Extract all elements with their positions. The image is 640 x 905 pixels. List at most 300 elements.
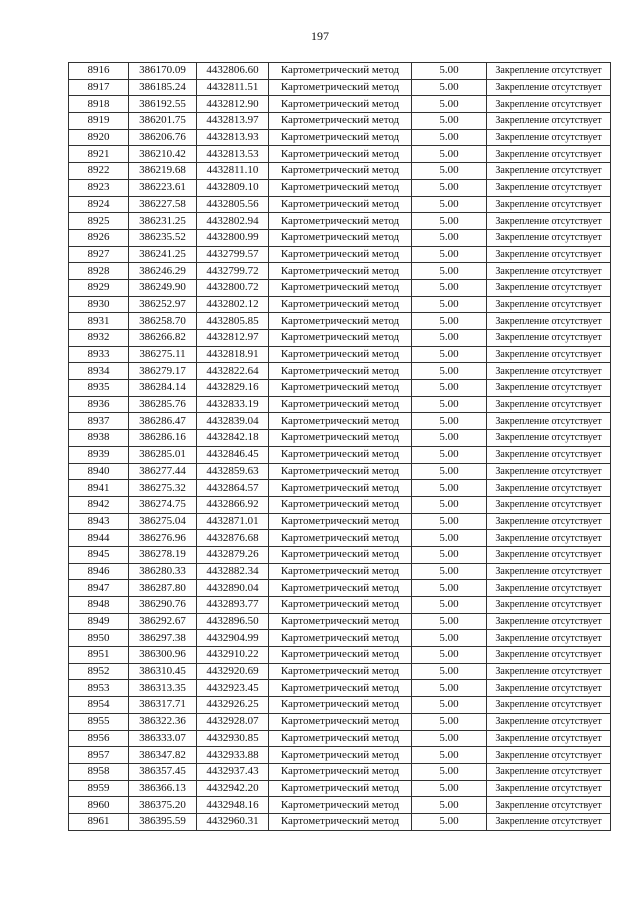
fixation-cell: Закрепление отсутствует xyxy=(487,296,611,313)
point-number-cell: 8941 xyxy=(69,480,129,497)
accuracy-cell: 5.00 xyxy=(412,813,487,830)
x-coordinate-cell: 386210.42 xyxy=(129,146,197,163)
table-row xyxy=(69,697,611,714)
method-cell: Картометрический метод xyxy=(269,129,412,146)
fixation-cell: Закрепление отсутствует xyxy=(487,597,611,614)
table-row xyxy=(69,413,611,430)
table-row xyxy=(69,79,611,96)
point-number-cell: 8947 xyxy=(69,580,129,597)
x-coordinate-cell: 386317.71 xyxy=(129,697,197,714)
fixation-cell: Закрепление отсутствует xyxy=(487,480,611,497)
y-coordinate-cell: 4432806.60 xyxy=(197,63,269,80)
y-coordinate-cell: 4432829.16 xyxy=(197,380,269,397)
fixation-cell: Закрепление отсутствует xyxy=(487,780,611,797)
y-coordinate-cell: 4432813.97 xyxy=(197,113,269,130)
y-coordinate-cell: 4432846.45 xyxy=(197,446,269,463)
fixation-cell: Закрепление отсутствует xyxy=(487,513,611,530)
method-cell: Картометрический метод xyxy=(269,313,412,330)
table-row xyxy=(69,196,611,213)
x-coordinate-cell: 386278.19 xyxy=(129,546,197,563)
table-row xyxy=(69,513,611,530)
fixation-cell: Закрепление отсутствует xyxy=(487,430,611,447)
table-row xyxy=(69,780,611,797)
x-coordinate-cell: 386366.13 xyxy=(129,780,197,797)
y-coordinate-cell: 4432842.18 xyxy=(197,430,269,447)
accuracy-cell: 5.00 xyxy=(412,730,487,747)
table-row xyxy=(69,546,611,563)
point-number-cell: 8958 xyxy=(69,763,129,780)
x-coordinate-cell: 386375.20 xyxy=(129,797,197,814)
accuracy-cell: 5.00 xyxy=(412,747,487,764)
x-coordinate-cell: 386219.68 xyxy=(129,163,197,180)
table-row xyxy=(69,296,611,313)
x-coordinate-cell: 386266.82 xyxy=(129,330,197,347)
method-cell: Картометрический метод xyxy=(269,663,412,680)
x-coordinate-cell: 386310.45 xyxy=(129,663,197,680)
y-coordinate-cell: 4432879.26 xyxy=(197,546,269,563)
fixation-cell: Закрепление отсутствует xyxy=(487,179,611,196)
y-coordinate-cell: 4432813.53 xyxy=(197,146,269,163)
fixation-cell: Закрепление отсутствует xyxy=(487,496,611,513)
accuracy-cell: 5.00 xyxy=(412,430,487,447)
fixation-cell: Закрепление отсутствует xyxy=(487,346,611,363)
x-coordinate-cell: 386275.32 xyxy=(129,480,197,497)
coordinates-table xyxy=(68,62,611,831)
accuracy-cell: 5.00 xyxy=(412,263,487,280)
point-number-cell: 8928 xyxy=(69,263,129,280)
accuracy-cell: 5.00 xyxy=(412,129,487,146)
table-row xyxy=(69,763,611,780)
x-coordinate-cell: 386357.45 xyxy=(129,763,197,780)
fixation-cell: Закрепление отсутствует xyxy=(487,413,611,430)
method-cell: Картометрический метод xyxy=(269,179,412,196)
y-coordinate-cell: 4432813.93 xyxy=(197,129,269,146)
accuracy-cell: 5.00 xyxy=(412,96,487,113)
y-coordinate-cell: 4432948.16 xyxy=(197,797,269,814)
fixation-cell: Закрепление отсутствует xyxy=(487,713,611,730)
point-number-cell: 8927 xyxy=(69,246,129,263)
accuracy-cell: 5.00 xyxy=(412,463,487,480)
accuracy-cell: 5.00 xyxy=(412,79,487,96)
accuracy-cell: 5.00 xyxy=(412,530,487,547)
method-cell: Картометрический метод xyxy=(269,496,412,513)
fixation-cell: Закрепление отсутствует xyxy=(487,647,611,664)
fixation-cell: Закрепление отсутствует xyxy=(487,396,611,413)
x-coordinate-cell: 386280.33 xyxy=(129,563,197,580)
table-row xyxy=(69,163,611,180)
point-number-cell: 8921 xyxy=(69,146,129,163)
point-number-cell: 8957 xyxy=(69,747,129,764)
x-coordinate-cell: 386287.80 xyxy=(129,580,197,597)
method-cell: Картометрический метод xyxy=(269,346,412,363)
method-cell: Картометрический метод xyxy=(269,146,412,163)
method-cell: Картометрический метод xyxy=(269,213,412,230)
x-coordinate-cell: 386300.96 xyxy=(129,647,197,664)
fixation-cell: Закрепление отсутствует xyxy=(487,163,611,180)
method-cell: Картометрический метод xyxy=(269,96,412,113)
point-number-cell: 8918 xyxy=(69,96,129,113)
table-row xyxy=(69,96,611,113)
y-coordinate-cell: 4432871.01 xyxy=(197,513,269,530)
table-row xyxy=(69,346,611,363)
table-row xyxy=(69,179,611,196)
method-cell: Картометрический метод xyxy=(269,580,412,597)
accuracy-cell: 5.00 xyxy=(412,597,487,614)
point-number-cell: 8951 xyxy=(69,647,129,664)
accuracy-cell: 5.00 xyxy=(412,346,487,363)
fixation-cell: Закрепление отсутствует xyxy=(487,580,611,597)
fixation-cell: Закрепление отсутствует xyxy=(487,680,611,697)
accuracy-cell: 5.00 xyxy=(412,713,487,730)
fixation-cell: Закрепление отсутствует xyxy=(487,630,611,647)
fixation-cell: Закрепление отсутствует xyxy=(487,146,611,163)
fixation-cell: Закрепление отсутствует xyxy=(487,463,611,480)
fixation-cell: Закрепление отсутствует xyxy=(487,129,611,146)
accuracy-cell: 5.00 xyxy=(412,546,487,563)
accuracy-cell: 5.00 xyxy=(412,797,487,814)
y-coordinate-cell: 4432809.10 xyxy=(197,179,269,196)
accuracy-cell: 5.00 xyxy=(412,613,487,630)
x-coordinate-cell: 386285.01 xyxy=(129,446,197,463)
table-body xyxy=(69,63,611,831)
accuracy-cell: 5.00 xyxy=(412,380,487,397)
y-coordinate-cell: 4432805.56 xyxy=(197,196,269,213)
x-coordinate-cell: 386297.38 xyxy=(129,630,197,647)
point-number-cell: 8936 xyxy=(69,396,129,413)
table-row xyxy=(69,263,611,280)
method-cell: Картометрический метод xyxy=(269,196,412,213)
y-coordinate-cell: 4432812.97 xyxy=(197,330,269,347)
point-number-cell: 8939 xyxy=(69,446,129,463)
x-coordinate-cell: 386285.76 xyxy=(129,396,197,413)
x-coordinate-cell: 386286.47 xyxy=(129,413,197,430)
fixation-cell: Закрепление отсутствует xyxy=(487,330,611,347)
fixation-cell: Закрепление отсутствует xyxy=(487,79,611,96)
table-row xyxy=(69,363,611,380)
fixation-cell: Закрепление отсутствует xyxy=(487,246,611,263)
method-cell: Картометрический метод xyxy=(269,563,412,580)
method-cell: Картометрический метод xyxy=(269,63,412,80)
y-coordinate-cell: 4432866.92 xyxy=(197,496,269,513)
x-coordinate-cell: 386276.96 xyxy=(129,530,197,547)
x-coordinate-cell: 386290.76 xyxy=(129,597,197,614)
table-row xyxy=(69,730,611,747)
method-cell: Картометрический метод xyxy=(269,597,412,614)
point-number-cell: 8952 xyxy=(69,663,129,680)
table-row xyxy=(69,530,611,547)
method-cell: Картометрический метод xyxy=(269,680,412,697)
method-cell: Картометрический метод xyxy=(269,229,412,246)
point-number-cell: 8946 xyxy=(69,563,129,580)
y-coordinate-cell: 4432859.63 xyxy=(197,463,269,480)
point-number-cell: 8940 xyxy=(69,463,129,480)
point-number-cell: 8948 xyxy=(69,597,129,614)
y-coordinate-cell: 4432799.57 xyxy=(197,246,269,263)
x-coordinate-cell: 386206.76 xyxy=(129,129,197,146)
table-row xyxy=(69,213,611,230)
point-number-cell: 8931 xyxy=(69,313,129,330)
point-number-cell: 8961 xyxy=(69,813,129,830)
table-row xyxy=(69,430,611,447)
x-coordinate-cell: 386286.16 xyxy=(129,430,197,447)
method-cell: Картометрический метод xyxy=(269,546,412,563)
y-coordinate-cell: 4432799.72 xyxy=(197,263,269,280)
accuracy-cell: 5.00 xyxy=(412,146,487,163)
y-coordinate-cell: 4432800.72 xyxy=(197,279,269,296)
table-row xyxy=(69,313,611,330)
accuracy-cell: 5.00 xyxy=(412,313,487,330)
point-number-cell: 8917 xyxy=(69,79,129,96)
method-cell: Картометрический метод xyxy=(269,480,412,497)
method-cell: Картометрический метод xyxy=(269,330,412,347)
x-coordinate-cell: 386185.24 xyxy=(129,79,197,96)
table-row xyxy=(69,597,611,614)
point-number-cell: 8953 xyxy=(69,680,129,697)
accuracy-cell: 5.00 xyxy=(412,563,487,580)
y-coordinate-cell: 4432928.07 xyxy=(197,713,269,730)
y-coordinate-cell: 4432811.10 xyxy=(197,163,269,180)
method-cell: Картометрический метод xyxy=(269,797,412,814)
x-coordinate-cell: 386223.61 xyxy=(129,179,197,196)
x-coordinate-cell: 386246.29 xyxy=(129,263,197,280)
fixation-cell: Закрепление отсутствует xyxy=(487,213,611,230)
fixation-cell: Закрепление отсутствует xyxy=(487,113,611,130)
table-row xyxy=(69,797,611,814)
table-row xyxy=(69,279,611,296)
y-coordinate-cell: 4432864.57 xyxy=(197,480,269,497)
point-number-cell: 8945 xyxy=(69,546,129,563)
accuracy-cell: 5.00 xyxy=(412,279,487,296)
point-number-cell: 8935 xyxy=(69,380,129,397)
fixation-cell: Закрепление отсутствует xyxy=(487,797,611,814)
y-coordinate-cell: 4432923.45 xyxy=(197,680,269,697)
y-coordinate-cell: 4432910.22 xyxy=(197,647,269,664)
y-coordinate-cell: 4432812.90 xyxy=(197,96,269,113)
method-cell: Картометрический метод xyxy=(269,713,412,730)
y-coordinate-cell: 4432890.04 xyxy=(197,580,269,597)
x-coordinate-cell: 386231.25 xyxy=(129,213,197,230)
table-row xyxy=(69,380,611,397)
method-cell: Картометрический метод xyxy=(269,513,412,530)
x-coordinate-cell: 386227.58 xyxy=(129,196,197,213)
x-coordinate-cell: 386170.09 xyxy=(129,63,197,80)
point-number-cell: 8959 xyxy=(69,780,129,797)
point-number-cell: 8956 xyxy=(69,730,129,747)
method-cell: Картометрический метод xyxy=(269,279,412,296)
method-cell: Картометрический метод xyxy=(269,413,412,430)
method-cell: Картометрический метод xyxy=(269,763,412,780)
x-coordinate-cell: 386241.25 xyxy=(129,246,197,263)
method-cell: Картометрический метод xyxy=(269,747,412,764)
x-coordinate-cell: 386274.75 xyxy=(129,496,197,513)
y-coordinate-cell: 4432937.43 xyxy=(197,763,269,780)
point-number-cell: 8933 xyxy=(69,346,129,363)
method-cell: Картометрический метод xyxy=(269,463,412,480)
point-number-cell: 8934 xyxy=(69,363,129,380)
accuracy-cell: 5.00 xyxy=(412,246,487,263)
accuracy-cell: 5.00 xyxy=(412,780,487,797)
x-coordinate-cell: 386313.35 xyxy=(129,680,197,697)
fixation-cell: Закрепление отсутствует xyxy=(487,530,611,547)
accuracy-cell: 5.00 xyxy=(412,763,487,780)
table-row xyxy=(69,580,611,597)
accuracy-cell: 5.00 xyxy=(412,446,487,463)
x-coordinate-cell: 386333.07 xyxy=(129,730,197,747)
method-cell: Картометрический метод xyxy=(269,430,412,447)
method-cell: Картометрический метод xyxy=(269,163,412,180)
y-coordinate-cell: 4432839.04 xyxy=(197,413,269,430)
method-cell: Картометрический метод xyxy=(269,446,412,463)
method-cell: Картометрический метод xyxy=(269,246,412,263)
x-coordinate-cell: 386279.17 xyxy=(129,363,197,380)
point-number-cell: 8944 xyxy=(69,530,129,547)
x-coordinate-cell: 386275.11 xyxy=(129,346,197,363)
y-coordinate-cell: 4432802.94 xyxy=(197,213,269,230)
table-row xyxy=(69,813,611,830)
fixation-cell: Закрепление отсутствует xyxy=(487,763,611,780)
fixation-cell: Закрепление отсутствует xyxy=(487,229,611,246)
method-cell: Картометрический метод xyxy=(269,780,412,797)
table-row xyxy=(69,146,611,163)
method-cell: Картометрический метод xyxy=(269,79,412,96)
accuracy-cell: 5.00 xyxy=(412,496,487,513)
y-coordinate-cell: 4432805.85 xyxy=(197,313,269,330)
point-number-cell: 8919 xyxy=(69,113,129,130)
point-number-cell: 8923 xyxy=(69,179,129,196)
accuracy-cell: 5.00 xyxy=(412,413,487,430)
accuracy-cell: 5.00 xyxy=(412,113,487,130)
point-number-cell: 8920 xyxy=(69,129,129,146)
x-coordinate-cell: 386235.52 xyxy=(129,229,197,246)
point-number-cell: 8925 xyxy=(69,213,129,230)
point-number-cell: 8932 xyxy=(69,330,129,347)
point-number-cell: 8938 xyxy=(69,430,129,447)
accuracy-cell: 5.00 xyxy=(412,179,487,196)
fixation-cell: Закрепление отсутствует xyxy=(487,313,611,330)
method-cell: Картометрический метод xyxy=(269,697,412,714)
y-coordinate-cell: 4432811.51 xyxy=(197,79,269,96)
method-cell: Картометрический метод xyxy=(269,296,412,313)
fixation-cell: Закрепление отсутствует xyxy=(487,663,611,680)
point-number-cell: 8943 xyxy=(69,513,129,530)
point-number-cell: 8916 xyxy=(69,63,129,80)
fixation-cell: Закрепление отсутствует xyxy=(487,263,611,280)
y-coordinate-cell: 4432882.34 xyxy=(197,563,269,580)
point-number-cell: 8922 xyxy=(69,163,129,180)
table-row xyxy=(69,563,611,580)
accuracy-cell: 5.00 xyxy=(412,330,487,347)
point-number-cell: 8924 xyxy=(69,196,129,213)
table-row xyxy=(69,663,611,680)
accuracy-cell: 5.00 xyxy=(412,513,487,530)
accuracy-cell: 5.00 xyxy=(412,697,487,714)
fixation-cell: Закрепление отсутствует xyxy=(487,96,611,113)
table-row xyxy=(69,129,611,146)
point-number-cell: 8937 xyxy=(69,413,129,430)
point-number-cell: 8930 xyxy=(69,296,129,313)
y-coordinate-cell: 4432942.20 xyxy=(197,780,269,797)
x-coordinate-cell: 386292.67 xyxy=(129,613,197,630)
x-coordinate-cell: 386347.82 xyxy=(129,747,197,764)
fixation-cell: Закрепление отсутствует xyxy=(487,446,611,463)
accuracy-cell: 5.00 xyxy=(412,296,487,313)
y-coordinate-cell: 4432802.12 xyxy=(197,296,269,313)
fixation-cell: Закрепление отсутствует xyxy=(487,813,611,830)
method-cell: Картометрический метод xyxy=(269,530,412,547)
point-number-cell: 8950 xyxy=(69,630,129,647)
fixation-cell: Закрепление отсутствует xyxy=(487,546,611,563)
accuracy-cell: 5.00 xyxy=(412,630,487,647)
x-coordinate-cell: 386277.44 xyxy=(129,463,197,480)
method-cell: Картометрический метод xyxy=(269,730,412,747)
x-coordinate-cell: 386258.70 xyxy=(129,313,197,330)
table-row xyxy=(69,330,611,347)
table-row xyxy=(69,713,611,730)
method-cell: Картометрический метод xyxy=(269,613,412,630)
method-cell: Картометрический метод xyxy=(269,263,412,280)
table-row xyxy=(69,647,611,664)
point-number-cell: 8942 xyxy=(69,496,129,513)
method-cell: Картометрический метод xyxy=(269,630,412,647)
fixation-cell: Закрепление отсутствует xyxy=(487,363,611,380)
x-coordinate-cell: 386284.14 xyxy=(129,380,197,397)
method-cell: Картометрический метод xyxy=(269,380,412,397)
table-row xyxy=(69,613,611,630)
y-coordinate-cell: 4432822.64 xyxy=(197,363,269,380)
y-coordinate-cell: 4432960.31 xyxy=(197,813,269,830)
y-coordinate-cell: 4432876.68 xyxy=(197,530,269,547)
method-cell: Картометрический метод xyxy=(269,113,412,130)
y-coordinate-cell: 4432833.19 xyxy=(197,396,269,413)
accuracy-cell: 5.00 xyxy=(412,196,487,213)
x-coordinate-cell: 386322.36 xyxy=(129,713,197,730)
accuracy-cell: 5.00 xyxy=(412,229,487,246)
accuracy-cell: 5.00 xyxy=(412,647,487,664)
table-row xyxy=(69,113,611,130)
fixation-cell: Закрепление отсутствует xyxy=(487,747,611,764)
y-coordinate-cell: 4432896.50 xyxy=(197,613,269,630)
method-cell: Картометрический метод xyxy=(269,396,412,413)
fixation-cell: Закрепление отсутствует xyxy=(487,380,611,397)
accuracy-cell: 5.00 xyxy=(412,680,487,697)
page-number: 197 xyxy=(311,29,329,43)
table-row xyxy=(69,246,611,263)
y-coordinate-cell: 4432800.99 xyxy=(197,229,269,246)
table-row xyxy=(69,463,611,480)
x-coordinate-cell: 386395.59 xyxy=(129,813,197,830)
y-coordinate-cell: 4432920.69 xyxy=(197,663,269,680)
fixation-cell: Закрепление отсутствует xyxy=(487,196,611,213)
x-coordinate-cell: 386192.55 xyxy=(129,96,197,113)
point-number-cell: 8929 xyxy=(69,279,129,296)
fixation-cell: Закрепление отсутствует xyxy=(487,697,611,714)
point-number-cell: 8960 xyxy=(69,797,129,814)
table-row xyxy=(69,630,611,647)
y-coordinate-cell: 4432926.25 xyxy=(197,697,269,714)
x-coordinate-cell: 386201.75 xyxy=(129,113,197,130)
x-coordinate-cell: 386249.90 xyxy=(129,279,197,296)
point-number-cell: 8955 xyxy=(69,713,129,730)
x-coordinate-cell: 386252.97 xyxy=(129,296,197,313)
accuracy-cell: 5.00 xyxy=(412,213,487,230)
fixation-cell: Закрепление отсутствует xyxy=(487,730,611,747)
point-number-cell: 8926 xyxy=(69,229,129,246)
accuracy-cell: 5.00 xyxy=(412,396,487,413)
accuracy-cell: 5.00 xyxy=(412,480,487,497)
y-coordinate-cell: 4432930.85 xyxy=(197,730,269,747)
table-row xyxy=(69,480,611,497)
table-row xyxy=(69,63,611,80)
